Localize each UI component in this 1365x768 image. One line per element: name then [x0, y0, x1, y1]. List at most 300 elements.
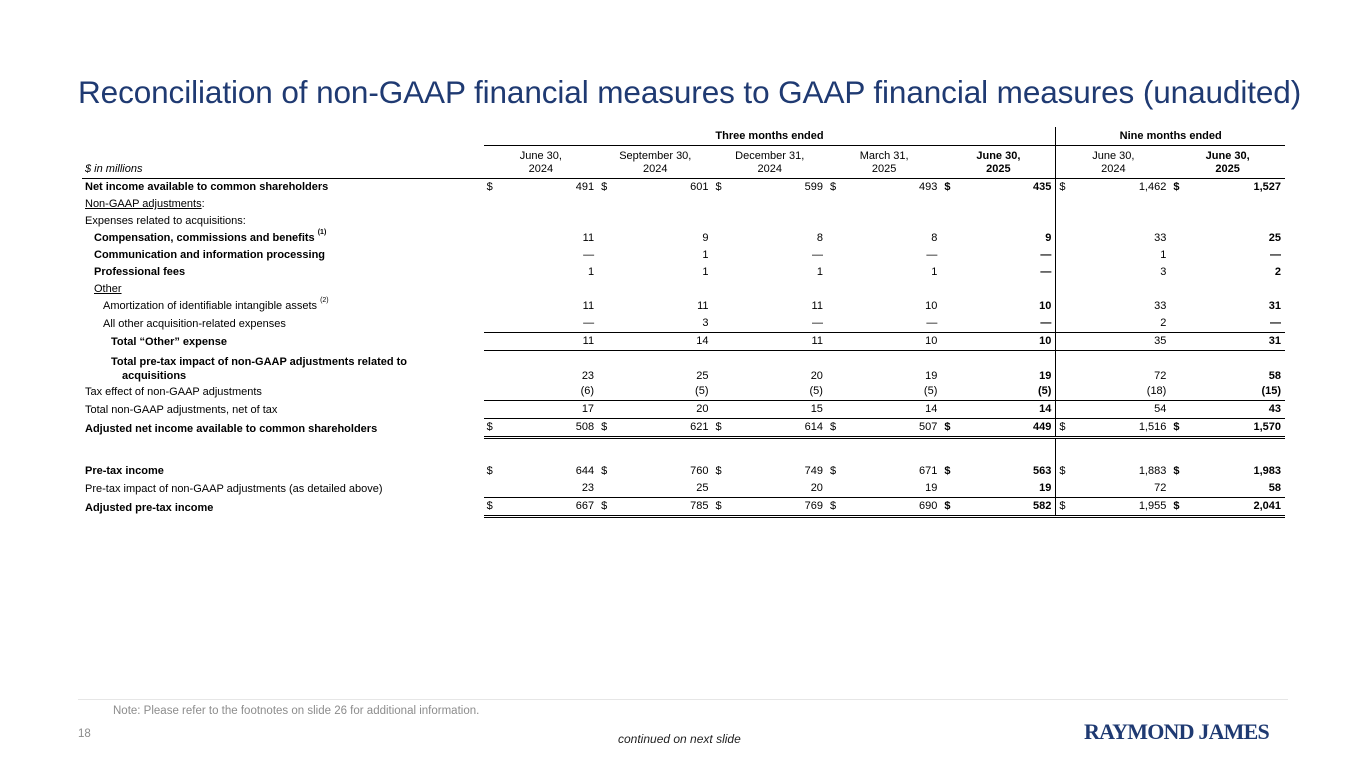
row-label: [82, 463, 484, 480]
column-header-line2: 2024: [757, 163, 782, 175]
currency-cell: $: [944, 465, 951, 477]
value-cell: 493: [919, 181, 938, 193]
column-header-line1: June 30,: [976, 150, 1021, 162]
currency-cell: [598, 264, 613, 281]
currency-cell: [713, 196, 728, 213]
table-row: [82, 401, 1285, 419]
row-label: [82, 419, 484, 438]
currency-cell: [484, 401, 499, 419]
value-cell: —: [811, 317, 823, 329]
value-cell: 72: [1071, 351, 1170, 384]
currency-cell: $: [713, 498, 728, 517]
currency-cell: [1170, 351, 1185, 384]
currency-cell: $: [829, 465, 837, 477]
value-cell: (5): [923, 385, 938, 397]
currency-cell: [941, 196, 956, 213]
value-cell: 9: [1045, 232, 1052, 244]
currency-cell: [713, 264, 728, 281]
value-cell: [956, 213, 1055, 230]
currency-cell: [1170, 230, 1185, 247]
value-cell: [499, 213, 598, 230]
value-cell: 644: [575, 465, 595, 477]
column-header-line1: June 30,: [1205, 150, 1250, 162]
table-row: [82, 298, 1285, 315]
value-cell: 749: [804, 465, 823, 477]
currency-cell: $: [1056, 498, 1071, 517]
footnote-marker: (2): [320, 297, 329, 304]
row-label: [82, 247, 484, 264]
currency-cell: [1170, 247, 1185, 264]
currency-cell: [1056, 401, 1071, 419]
value-cell: (5): [1037, 385, 1052, 397]
value-cell: 1: [702, 266, 709, 278]
currency-cell: [1056, 383, 1071, 401]
value-cell: 2: [1274, 266, 1281, 278]
currency-cell: [598, 213, 613, 230]
currency-cell: [598, 383, 613, 401]
table-row: [82, 438, 1285, 464]
column-header-line2: 2025: [1215, 163, 1240, 175]
currency-cell: [713, 281, 728, 298]
currency-cell: [941, 213, 956, 230]
raymond-james-logo: RAYMOND JAMES: [1084, 719, 1269, 744]
value-cell: 31: [1268, 300, 1281, 312]
page-number: 18: [78, 728, 91, 740]
value-cell: 621: [613, 419, 712, 438]
currency-cell: [484, 264, 499, 281]
currency-cell: $: [1173, 465, 1180, 477]
value-cell: 20: [810, 482, 823, 494]
currency-cell: [484, 213, 499, 230]
currency-cell: $: [484, 498, 499, 517]
value-cell: 20: [613, 401, 712, 419]
table-row: [82, 213, 1285, 230]
currency-cell: [713, 351, 728, 384]
currency-cell: [941, 264, 956, 281]
row-label-line1: Total pre-tax impact of non-GAAP adjustments related to: [111, 356, 408, 368]
currency-cell: [941, 401, 956, 419]
value-cell: 769: [728, 498, 827, 517]
value-cell: 8: [931, 232, 938, 244]
currency-cell: [941, 230, 956, 247]
footnote-marker: (1): [317, 229, 327, 236]
value-cell: —: [811, 249, 823, 261]
table-row: [82, 247, 1285, 264]
row-label-text: Total non-GAAP adjustments, net of tax: [85, 403, 278, 416]
row-label-text: Net income available to common shareholders: [85, 181, 329, 193]
currency-cell: [484, 315, 499, 333]
column-header: [1056, 146, 1170, 179]
value-cell: 582: [956, 498, 1055, 517]
value-cell: 8: [816, 232, 823, 244]
row-label-text: Expenses related to acquisitions:: [85, 215, 246, 227]
value-cell: [956, 281, 1055, 298]
table-row: [82, 315, 1285, 333]
row-label-text: All other acquisition-related expenses: [103, 317, 286, 330]
value-cell: 10: [842, 333, 941, 351]
row-label-text: Pre-tax impact of non-GAAP adjustments (as detailed above): [85, 482, 383, 495]
value-cell: 1: [931, 266, 938, 278]
value-cell: 19: [925, 482, 938, 494]
currency-cell: $: [484, 419, 499, 438]
value-cell: 15: [728, 401, 827, 419]
value-cell: 25: [613, 351, 712, 384]
column-header-line1: March 31,: [859, 150, 909, 162]
currency-cell: [827, 401, 842, 419]
column-header-line1: June 30,: [1092, 150, 1135, 162]
table-row: [82, 498, 1285, 517]
currency-cell: [827, 264, 842, 281]
currency-cell: [1056, 213, 1071, 230]
column-header: [484, 146, 598, 179]
value-cell: 11: [582, 300, 595, 312]
currency-cell: $: [715, 465, 722, 477]
currency-cell: $: [1056, 179, 1071, 197]
currency-cell: [1170, 383, 1185, 401]
currency-cell: [941, 247, 956, 264]
value-cell: 23: [581, 482, 595, 494]
value-cell: 43: [1185, 401, 1285, 419]
value-cell: 1: [587, 266, 595, 278]
currency-cell: [713, 480, 728, 498]
group-nine-months: Nine months ended: [1056, 127, 1285, 146]
row-label-text: Communication and information processing: [94, 249, 326, 261]
footer-divider: [78, 699, 1288, 700]
currency-cell: [598, 480, 613, 498]
currency-cell: [827, 480, 842, 498]
currency-cell: [827, 281, 842, 298]
currency-cell: [1170, 480, 1185, 498]
value-cell: —: [1040, 317, 1052, 329]
value-cell: 1,570: [1185, 419, 1285, 438]
currency-cell: [1056, 315, 1071, 333]
value-cell: 599: [804, 181, 823, 193]
table-row: [82, 230, 1285, 247]
column-header-line2: 2024: [528, 163, 554, 175]
value-cell: 1: [816, 266, 823, 278]
currency-cell: [713, 298, 728, 315]
currency-cell: [827, 351, 842, 384]
value-cell: 491: [575, 181, 595, 193]
currency-cell: [484, 281, 499, 298]
row-label-line2: acquisitions: [122, 370, 187, 382]
value-cell: 1,516: [1071, 419, 1170, 438]
currency-cell: [484, 247, 499, 264]
row-label: [82, 401, 484, 419]
currency-cell: [484, 480, 499, 498]
currency-cell: [827, 315, 842, 333]
row-label: [82, 298, 484, 315]
value-cell: (18): [1146, 385, 1167, 397]
value-cell: 614: [728, 419, 827, 438]
column-header-line2: 2024: [1101, 163, 1126, 175]
value-cell: —: [1270, 249, 1281, 261]
value-cell: [842, 213, 941, 230]
currency-cell: $: [1056, 419, 1071, 438]
value-cell: 10: [956, 333, 1055, 351]
value-cell: 1,955: [1071, 498, 1170, 517]
currency-cell: $: [1056, 463, 1071, 480]
value-cell: 785: [613, 498, 712, 517]
currency-cell: $: [713, 419, 728, 438]
value-cell: 11: [728, 333, 827, 351]
row-label: [82, 315, 484, 333]
value-cell: 563: [1033, 465, 1052, 477]
value-cell: (6): [580, 385, 595, 397]
row-label: [82, 333, 484, 351]
currency-cell: [941, 333, 956, 351]
value-cell: 35: [1071, 333, 1170, 351]
value-cell: [842, 196, 941, 213]
currency-cell: $: [1170, 419, 1185, 438]
row-label-text: Total “Other” expense: [111, 335, 227, 348]
column-header: [941, 146, 1056, 179]
column-header: [1170, 146, 1285, 179]
currency-cell: [598, 333, 613, 351]
table-row: [82, 264, 1285, 281]
currency-cell: [1170, 196, 1185, 213]
row-label: [82, 230, 484, 247]
row-label-text: Pre-tax income: [85, 465, 164, 477]
currency-cell: [598, 315, 613, 333]
currency-cell: [484, 196, 499, 213]
table-row: [82, 383, 1285, 401]
currency-cell: [713, 315, 728, 333]
row-label-text: Amortization of identifiable intangible assets: [103, 300, 318, 312]
value-cell: 14: [842, 401, 941, 419]
value-cell: 11: [697, 300, 709, 312]
value-cell: 19: [1039, 482, 1052, 494]
table-row: [82, 333, 1285, 351]
column-header: [713, 146, 827, 179]
currency-cell: [1056, 264, 1071, 281]
currency-cell: $: [944, 181, 951, 193]
footnote-note: Note: Please refer to the footnotes on slide 26 for additional information.: [113, 705, 480, 717]
currency-cell: [1056, 333, 1071, 351]
value-cell: 58: [1268, 482, 1281, 494]
currency-cell: $: [598, 419, 613, 438]
row-label-text: Adjusted net income available to common shareholders: [85, 422, 378, 435]
value-cell: [1071, 196, 1170, 213]
currency-cell: [1170, 315, 1185, 333]
row-label: [82, 179, 484, 197]
row-label: [82, 213, 484, 230]
currency-cell: [713, 333, 728, 351]
currency-cell: $: [598, 498, 613, 517]
value-cell: [613, 196, 712, 213]
value-cell: [728, 213, 827, 230]
currency-cell: $: [941, 498, 956, 517]
value-cell: —: [583, 317, 595, 329]
currency-cell: [598, 247, 613, 264]
value-cell: 11: [499, 333, 598, 351]
value-cell: —: [583, 249, 595, 261]
currency-cell: $: [601, 465, 608, 477]
column-header-line2: 2025: [871, 163, 897, 175]
value-cell: [728, 281, 827, 298]
value-cell: (5): [695, 385, 709, 397]
group-header-row: [82, 127, 1285, 146]
currency-cell: [1170, 264, 1185, 281]
value-cell: —: [1040, 266, 1052, 278]
table-row: [82, 463, 1285, 480]
value-cell: 11: [811, 300, 823, 312]
value-cell: 1,983: [1253, 465, 1281, 477]
currency-cell: [598, 351, 613, 384]
row-label: [82, 264, 484, 281]
value-cell: 11: [582, 232, 595, 244]
table-row: [82, 179, 1285, 197]
value-cell: [1185, 281, 1285, 298]
column-header-line1: September 30,: [619, 150, 692, 162]
table-row: [82, 419, 1285, 438]
currency-cell: $: [1173, 181, 1180, 193]
value-cell: 2,041: [1185, 498, 1285, 517]
value-cell: [499, 196, 598, 213]
value-cell: [842, 281, 941, 298]
currency-cell: $: [601, 181, 608, 193]
value-cell: —: [926, 249, 938, 261]
value-cell: 14: [956, 401, 1055, 419]
value-cell: [1071, 281, 1170, 298]
currency-cell: $: [829, 181, 837, 193]
page-title: Reconciliation of non-GAAP financial measures to GAAP financial measures (unaudited): [78, 74, 1302, 110]
currency-cell: $: [941, 419, 956, 438]
value-cell: 72: [1154, 482, 1167, 494]
value-cell: [499, 281, 598, 298]
value-cell: 601: [690, 181, 709, 193]
value-cell: 507: [842, 419, 941, 438]
currency-cell: $: [486, 465, 493, 477]
value-cell: 671: [919, 465, 938, 477]
currency-cell: [484, 333, 499, 351]
currency-cell: [713, 401, 728, 419]
column-header-line2: 2024: [643, 163, 668, 175]
value-cell: 1,527: [1253, 181, 1281, 193]
currency-cell: [827, 333, 842, 351]
currency-cell: [713, 213, 728, 230]
currency-cell: [713, 230, 728, 247]
row-label-text: Other: [94, 283, 122, 295]
value-cell: 3: [702, 317, 709, 329]
value-cell: 14: [613, 333, 712, 351]
value-cell: [1071, 213, 1170, 230]
currency-cell: $: [827, 498, 842, 517]
value-cell: 508: [499, 419, 598, 438]
value-cell: 17: [499, 401, 598, 419]
value-cell: 690: [842, 498, 941, 517]
value-cell: 23: [499, 351, 598, 384]
currency-cell: [1170, 298, 1185, 315]
row-label-text: Tax effect of non-GAAP adjustments: [85, 385, 262, 398]
currency-cell: [484, 230, 499, 247]
column-header-line2: 2025: [986, 163, 1011, 175]
currency-cell: [484, 298, 499, 315]
value-cell: 1: [1160, 249, 1167, 261]
currency-cell: [1056, 196, 1071, 213]
table-row: [82, 480, 1285, 498]
currency-cell: $: [827, 419, 842, 438]
value-cell: [956, 196, 1055, 213]
currency-cell: [827, 247, 842, 264]
currency-cell: $: [486, 181, 493, 193]
value-cell: [728, 196, 827, 213]
currency-cell: [1056, 480, 1071, 498]
row-label: [82, 196, 484, 213]
currency-cell: [598, 298, 613, 315]
value-cell: 58: [1185, 351, 1285, 384]
value-cell: 760: [690, 465, 709, 477]
row-label-text: Non-GAAP adjustments: [85, 198, 202, 210]
column-header-line1: December 31,: [735, 150, 805, 162]
value-cell: 33: [1154, 300, 1167, 312]
currency-cell: [1170, 333, 1185, 351]
row-label: [82, 383, 484, 401]
value-cell: 449: [956, 419, 1055, 438]
value-cell: 1: [702, 249, 709, 261]
value-cell: 19: [956, 351, 1055, 384]
currency-cell: [941, 298, 956, 315]
currency-cell: [1170, 281, 1185, 298]
value-cell: 20: [728, 351, 827, 384]
currency-cell: [827, 213, 842, 230]
reconciliation-table: [82, 127, 1285, 518]
value-cell: 9: [702, 232, 709, 244]
currency-cell: [1056, 351, 1071, 384]
row-label: [82, 281, 484, 298]
table-row: [82, 196, 1285, 213]
currency-cell: [484, 383, 499, 401]
currency-cell: [941, 315, 956, 333]
currency-cell: [941, 383, 956, 401]
currency-cell: $: [1170, 498, 1185, 517]
row-label-text: Adjusted pre-tax income: [85, 501, 214, 514]
value-cell: (5): [809, 385, 823, 397]
currency-cell: [1170, 401, 1185, 419]
currency-cell: [713, 383, 728, 401]
currency-cell: [598, 281, 613, 298]
units-label: $ in millions: [85, 163, 143, 175]
value-cell: [1185, 213, 1285, 230]
value-cell: 31: [1185, 333, 1285, 351]
value-cell: [613, 213, 712, 230]
row-label: [82, 351, 484, 384]
value-cell: 1,883: [1138, 465, 1167, 477]
value-cell: 19: [842, 351, 941, 384]
value-cell: 33: [1154, 232, 1167, 244]
currency-cell: [1056, 230, 1071, 247]
column-header: [598, 146, 712, 179]
value-cell: 25: [1268, 232, 1281, 244]
currency-cell: [941, 351, 956, 384]
currency-cell: [827, 298, 842, 315]
value-cell: 10: [925, 300, 938, 312]
currency-cell: [1170, 213, 1185, 230]
currency-cell: $: [715, 181, 722, 193]
row-label-suffix: :: [201, 198, 205, 210]
value-cell: 1,462: [1138, 181, 1167, 193]
row-label: [82, 498, 484, 517]
table-row: [82, 281, 1285, 298]
currency-cell: [941, 480, 956, 498]
value-cell: 3: [1160, 266, 1167, 278]
currency-cell: [1056, 298, 1071, 315]
column-header: [827, 146, 941, 179]
continued-label: continued on next slide: [618, 732, 741, 746]
currency-cell: [941, 281, 956, 298]
value-cell: 10: [1039, 300, 1052, 312]
value-cell: [613, 281, 712, 298]
